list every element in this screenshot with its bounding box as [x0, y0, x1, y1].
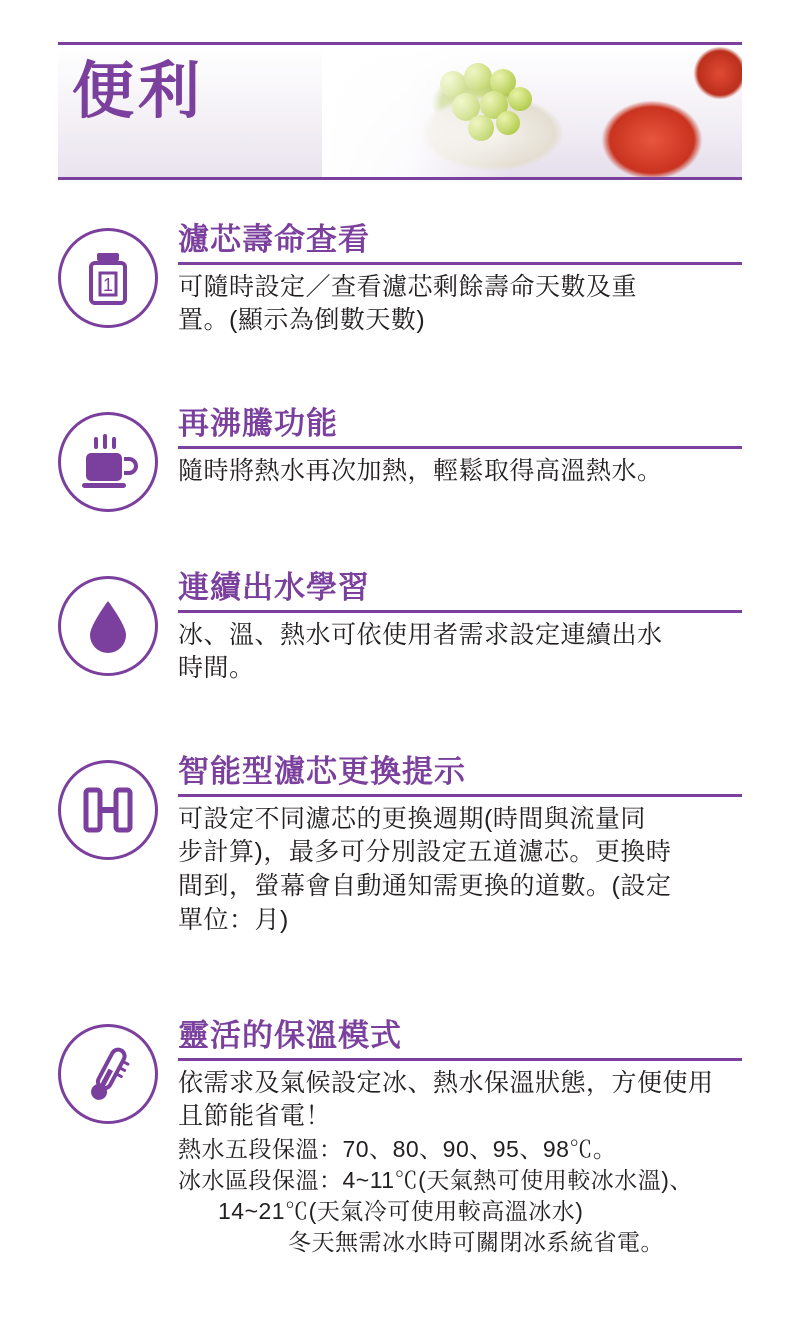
feature-text — [178, 797, 742, 938]
feature-text-line: 依需求及氣候設定冰、熱水保溫狀態，方便使用 — [178, 1068, 714, 1097]
feature-text — [178, 265, 742, 339]
filter-cartridge-glyph — [79, 249, 137, 307]
feature-text-line: 冰、溫、熱水可依使用者需求設定連續出水 — [178, 620, 663, 649]
water-drop-icon — [58, 576, 158, 676]
hot-cup-glyph — [78, 433, 138, 491]
feature-title: 智能型濾芯更換提示 — [178, 754, 742, 797]
feature-text-line: 單位：月) — [178, 905, 289, 934]
feature-text-line: 可隨時設定／查看濾芯剩餘壽命天數及重 — [178, 272, 638, 301]
feature-text-line: 且節能省電！ — [178, 1102, 332, 1131]
hot-cup-icon — [58, 412, 158, 512]
feature-item-reboil — [58, 406, 742, 556]
banner-food-photo — [322, 45, 742, 177]
page-title: 便利 — [72, 57, 205, 126]
feature-text-line: 14~21℃(天氣冷可使用較高溫冰水) — [218, 1198, 584, 1225]
dual-filter-glyph — [80, 782, 136, 838]
feature-body — [178, 222, 742, 338]
feature-list — [58, 222, 742, 1332]
feature-text-line: 熱水五段保溫：70、80、90、95、98℃。 — [178, 1136, 617, 1163]
feature-body — [178, 1018, 742, 1258]
feature-text-line: 冰水區段保溫：4~11℃(天氣熱可使用較冰水溫)、 — [178, 1167, 693, 1194]
thermometer-icon — [58, 1024, 158, 1124]
filter-cartridge-icon — [58, 228, 158, 328]
header-banner — [58, 42, 742, 180]
svg-text:1: 1 — [102, 275, 114, 295]
feature-text-line: 冬天無需冰水時可關閉冰系統省電。 — [288, 1229, 664, 1256]
feature-text-line: 步計算)，最多可分別設定五道濾芯。更換時 — [178, 838, 672, 867]
feature-body — [178, 406, 742, 488]
feature-body — [178, 570, 742, 686]
feature-body — [178, 754, 742, 938]
feature-title: 連續出水學習 — [178, 570, 742, 613]
feature-text-line: 隨時將熱水再次加熱，輕鬆取得高溫熱水。 — [178, 456, 663, 485]
feature-text — [178, 1061, 742, 1259]
feature-text-line: 可設定不同濾芯的更換週期(時間與流量同 — [178, 804, 646, 833]
feature-text-line: 間到，螢幕會自動通知需更換的道數。(設定 — [178, 872, 672, 901]
feature-text — [178, 613, 742, 687]
dual-filter-icon — [58, 760, 158, 860]
feature-title: 靈活的保溫模式 — [178, 1018, 742, 1061]
feature-text — [178, 449, 742, 489]
feature-item-keep-warm-mode — [58, 1018, 742, 1318]
feature-item-continuous-dispense — [58, 570, 742, 740]
water-drop-glyph — [84, 597, 132, 655]
feature-item-smart-filter-reminder — [58, 754, 742, 1004]
feature-text-line: 時間。 — [178, 654, 255, 683]
feature-title: 濾芯壽命查看 — [178, 222, 742, 265]
feature-item-filter-life — [58, 222, 742, 392]
feature-text-line: 置。(顯示為倒數天數) — [178, 306, 426, 335]
thermometer-glyph — [80, 1043, 136, 1105]
feature-title: 再沸騰功能 — [178, 406, 742, 449]
